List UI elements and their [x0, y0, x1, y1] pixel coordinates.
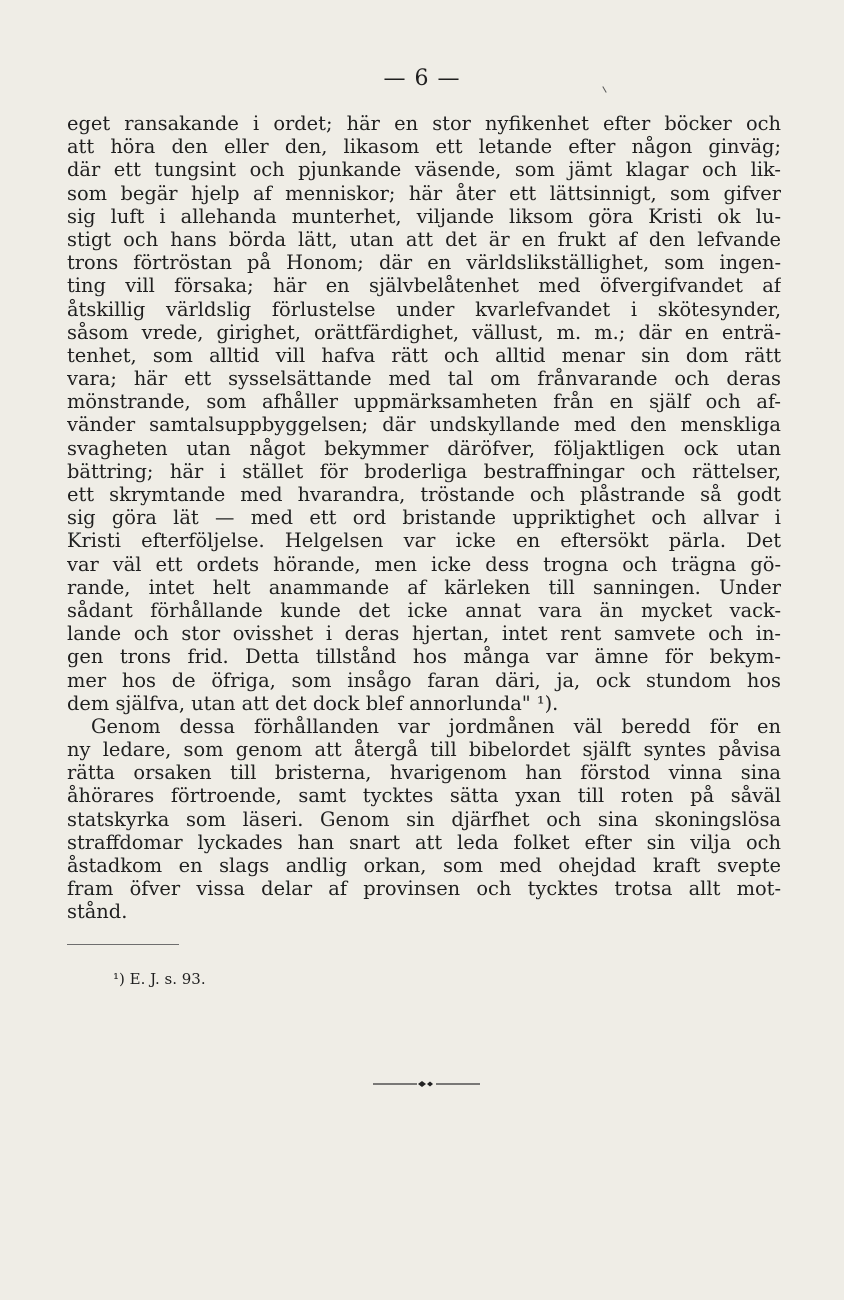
text-line: stigt och hans börda lätt, utan att det är en frukt af den lefvande — [67, 227, 781, 251]
text-line: tenhet, som alltid vill hafva rätt och alltid menar sin dom rätt — [67, 343, 781, 367]
text-line: fram öfver vissa delar af provinsen och tycktes trotsa allt mot- — [67, 877, 781, 901]
text-line: åhörares förtroende, samt tycktes sätta yxan till roten på såväl — [67, 784, 781, 808]
text-line: att höra den eller den, likasom ett letande efter någon ginväg; — [67, 135, 781, 159]
text-line: ett skrymtande med hvarandra, tröstande och plåstrande så godt — [67, 483, 781, 506]
text-line: där ett tungsint och pjunkande väsende, som jämt klagar och lik- — [67, 158, 781, 182]
footnote: ¹) E. J. s. 93. — [113, 970, 206, 988]
text-line: åstadkom en slags andlig orkan, som med ohejdad kraft svepte — [67, 854, 781, 877]
text-line: svagheten utan något bekymmer däröfver, följaktligen ock utan — [67, 436, 781, 460]
text-line: ny ledare, som genom att återgå till bibelordet själft syntes påvisa — [67, 738, 781, 762]
body-text — [67, 112, 781, 924]
ornament-divider-icon — [373, 1081, 480, 1087]
text-line: sådant förhållande kunde det icke annat vara än mycket vack- — [67, 598, 781, 622]
page-number: — 6 — — [383, 66, 461, 91]
text-line: åtskillig världslig förlustelse under kvarlefvandet i skötesynder, — [67, 297, 781, 321]
text-line: rande, intet helt anammande af kärleken till sanningen. Under — [67, 575, 781, 599]
text-line: straffdomar lyckades han snart att leda folket efter sin vilja och — [67, 830, 781, 854]
text-line: vänder samtalsuppbyggelsen; där undskyllande med den menskliga — [67, 413, 781, 437]
text-line: som begär hjelp af menniskor; här åter ett lättsinnigt, som gifver — [67, 181, 781, 205]
text-line: stånd. — [67, 900, 128, 924]
text-line: var väl ett ordets hörande, men icke dess trogna och trägna gö- — [67, 552, 781, 576]
text-line: sig luft i allehanda munterhet, viljande liksom göra Kristi ok lu- — [67, 204, 781, 228]
text-line: bättring; här i stället för broderliga bestraffningar och rättelser, — [67, 459, 781, 483]
text-line: gen trons frid. Detta tillstånd hos många var ämne för bekym- — [67, 645, 781, 669]
text-line: sig göra lät — med ett ord bristande uppriktighet och allvar i — [67, 506, 781, 530]
paragraph-2 — [67, 715, 781, 924]
text-line: mönstrande, som afhåller uppmärksamheten från en själf och af- — [67, 390, 781, 414]
text-line: vara; här ett sysselsättande med tal om frånvarande och deras — [67, 367, 781, 391]
text-line: såsom vrede, girighet, orättfärdighet, vällust, m. m.; där en enträ- — [67, 320, 781, 344]
text-line: ting vill försaka; här en självbelåtenhet med öfvergifvandet af — [67, 274, 781, 298]
text-line: rätta orsaken till bristerna, hvarigenom han förstod vinna sina — [67, 761, 781, 785]
text-line: eget ransakande i ordet; här en stor nyfikenhet efter böcker och — [67, 112, 781, 135]
footnote-divider — [67, 944, 179, 945]
text-line: Kristi efterföljelse. Helgelsen var icke en eftersökt pärla. Det — [67, 529, 781, 553]
text-line: mer hos de öfriga, som insågo faran däri, ja, ock stundom hos — [67, 668, 781, 692]
text-line: lande och stor ovisshet i deras hjertan, intet rent samvete och in- — [67, 622, 781, 646]
text-line: trons förtröstan på Honom; där en världslikställighet, som ingen- — [67, 251, 781, 275]
text-line: statskyrka som läseri. Genom sin djärfhet och sina skoningslösa — [67, 807, 781, 831]
text-line: dem själfva, utan att det dock blef annorlunda" ¹). — [67, 691, 559, 715]
paragraph-1 — [67, 112, 781, 715]
text-line: Genom dessa förhållanden var jordmånen väl beredd för en — [91, 714, 781, 738]
